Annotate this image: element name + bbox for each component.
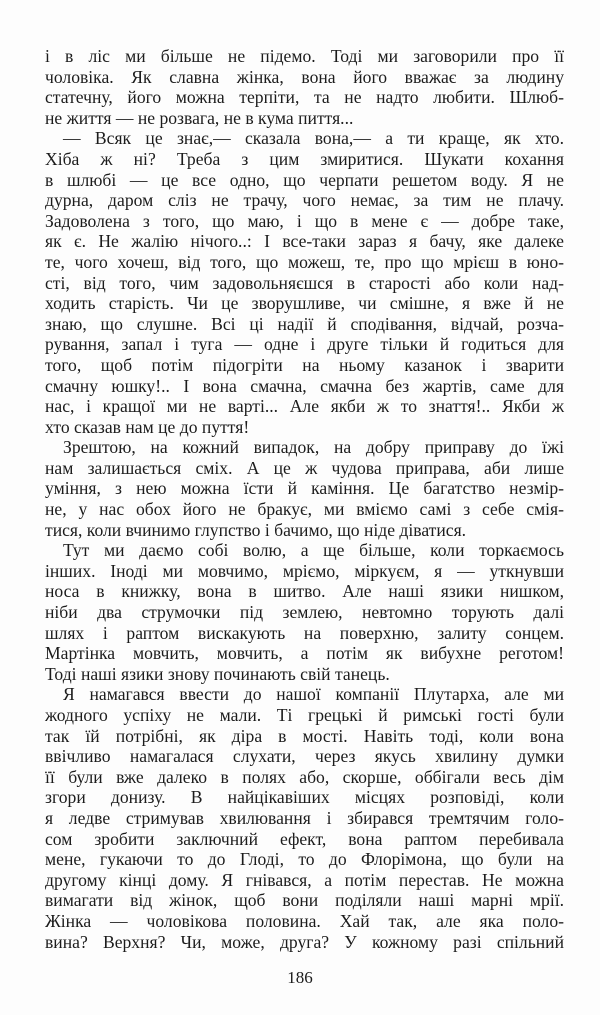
text-line: статечну, його можна терпіти, та не надто любити. Шлюб-	[45, 87, 564, 108]
body-text	[45, 46, 564, 952]
text-line: те, чого хочеш, від того, що можеш, те, про що мрієш в юно-	[45, 251, 564, 272]
text-line: я ледве стримував хвилювання і збирався тремтячим голо-	[45, 807, 564, 828]
text-line: Тоді наші язики знову починають свій танець.	[45, 663, 390, 684]
text-line: Тут ми даємо собі волю, а ще більше, коли торкаємось	[63, 540, 564, 561]
text-line: уміння, з нею можна їсти й каміння. Це багатство незмір-	[45, 478, 564, 499]
text-line: в шлюбі — це все одно, що черпати решетом воду. Я не	[45, 169, 564, 190]
paragraph	[45, 540, 564, 684]
text-line: мене, гукаючи то до Глоді, то до Флорімона, що були на	[45, 849, 564, 870]
text-line: ніби два струмочки під землею, невтомно торують далі	[45, 602, 564, 623]
paragraph	[45, 437, 564, 540]
text-line: Хіба ж ні? Треба з цим змиритися. Шукати кохання	[45, 148, 564, 169]
text-line: Мартінка мовчить, мовчить, а потім як вибухне реготом!	[45, 643, 564, 664]
text-line: чоловіка. Як славна жінка, вона його вважає за людину	[45, 66, 564, 87]
text-line: інших. Іноді ми мовчимо, мріємо, міркуєм, я — уткнувши	[45, 560, 564, 581]
text-line: смачну юшку!.. І вона смачна, смачна без жартів, саме для	[45, 375, 564, 396]
text-line: сті, від того, чим задовольняєшся в старості або коли над-	[45, 272, 564, 293]
text-line: вина? Верхня? Чи, може, друга? У кожному разі спільний	[45, 931, 564, 952]
text-line: ввічливо намагалася слухати, через якусь хвилину думки	[45, 746, 564, 767]
text-line: згори донизу. В найцікавіших місцях розповіді, коли	[45, 787, 564, 808]
text-line: другому кінці дому. Я гнівався, а потім перестав. Не можна	[45, 869, 564, 890]
paragraph	[45, 684, 564, 952]
text-line: — Всяк це знає,— сказала вона,— а ти краще, як хто.	[63, 128, 564, 149]
page-number: 186	[287, 968, 313, 987]
text-line: вимагати від жінок, щоб вони поділяли наші марні мрії.	[45, 890, 564, 911]
text-line: не життя — не розвага, не в кума пиття...	[45, 107, 354, 128]
text-line: носа в книжку, вона в шитво. Але наші язики нишком,	[45, 581, 564, 602]
text-line: знаю, що слушне. Всі ці надії й сподівання, відчай, розча-	[45, 313, 564, 334]
text-line: і в ліс ми більше не підемо. Тоді ми заговорили про її	[45, 46, 564, 66]
text-line: її були вже далеко в полях або, скорше, оббігали весь дім	[45, 766, 564, 787]
text-line: сом зробити заключний ефект, вона раптом перебивала	[45, 828, 564, 849]
text-line: дурна, даром сліз не трачу, чого немає, за тим не плачу.	[45, 190, 564, 211]
paragraph	[45, 46, 564, 128]
text-line: Зрештою, на кожний випадок, на добру приправу до їжі	[63, 437, 564, 458]
text-line: так їй потрібні, як діра в мості. Навіть тоді, коли вона	[45, 725, 564, 746]
text-line: Я намагався ввести до нашої компанії Плутарха, але ми	[63, 684, 564, 705]
text-line: шлях і раптом вискакують на поверхню, залиту сонцем.	[45, 622, 564, 643]
paragraph	[45, 128, 564, 437]
text-line: тися, коли вчинимо глупство і бачимо, що ніде діватися.	[45, 519, 467, 540]
text-line: як є. Не жалію нічого..: І все-таки зараз я бачу, яке далеке	[45, 231, 564, 252]
text-line: не, у нас обох його не бракує, ми вміємо самі з себе смія-	[45, 499, 564, 520]
text-line: того, щоб потім підогріти на ньому казанок і зварити	[45, 354, 564, 375]
text-line: Жінка — чоловікова половина. Хай так, але яка поло-	[45, 910, 564, 931]
text-line: нас, і кращої ми не варті... Але якби ж то знаття!.. Якби ж	[45, 396, 564, 417]
text-line: хто сказав нам це до пуття!	[45, 416, 250, 437]
text-line: ходить старість. Чи це зворушливе, чи смішне, я вже й не	[45, 293, 564, 314]
text-line: Задоволена з того, що маю, і що в мене є — добре таке,	[45, 210, 564, 231]
text-line: рування, запал і туга — одне і друге тільки й годиться для	[45, 334, 564, 355]
text-line: жодного успіху не мали. Ті грецькі й римські гості були	[45, 705, 564, 725]
text-line: нам залишається сміх. А це ж чудова приправа, аби лише	[45, 457, 564, 478]
